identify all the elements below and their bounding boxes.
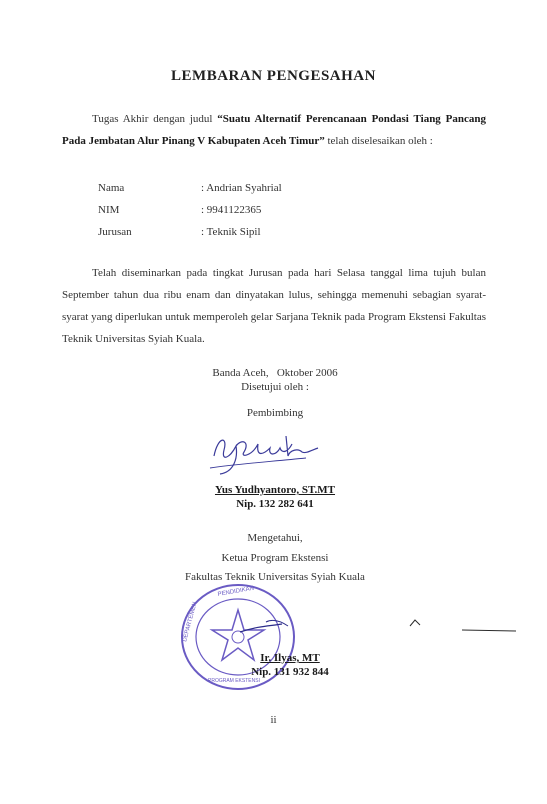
- seminar-paragraph: [62, 262, 486, 350]
- student-info: [98, 182, 282, 248]
- value-nim: : 9941122365: [201, 204, 262, 216]
- signature-tick: [408, 618, 422, 628]
- supervisor-name: Yus Yudhyantoro, ST.MT: [214, 484, 336, 496]
- head-faculty: Fakultas Teknik Universitas Syiah Kuala: [185, 571, 365, 583]
- supervisor-signature: [206, 428, 326, 478]
- supervisor-nip: Nip. 132 282 641: [236, 498, 314, 510]
- approved-by: Disetujui oleh :: [241, 381, 309, 393]
- place-date-block: [160, 366, 390, 394]
- student-name-row: [98, 182, 282, 204]
- student-major-row: [98, 226, 282, 248]
- intro-paragraph: [62, 108, 486, 152]
- label-major: Jurusan: [98, 226, 132, 238]
- student-nim-row: [98, 204, 282, 226]
- svg-text:PENDIDIKAN: PENDIDIKAN: [217, 585, 255, 598]
- signature-stroke: [460, 625, 520, 635]
- label-name: Nama: [98, 182, 125, 194]
- page-number: ii: [270, 714, 277, 726]
- place-date: Banda Aceh, Oktober 2006: [212, 367, 338, 379]
- value-major: : Teknik Sipil: [201, 226, 261, 238]
- thesis-title: “Suatu Alternatif Perencanaan Pondasi Tiang Pancang Pada Jembatan Alur Pinang V Kabupaten Aceh Timur”: [62, 113, 486, 147]
- supervisor-role: Pembimbing: [246, 407, 304, 419]
- head-name: Ir. Ilyas, MT: [260, 652, 320, 664]
- intro-before: Tugas Akhir dengan judul: [92, 113, 218, 125]
- acknowledged-label: Mengetahui,: [247, 532, 303, 544]
- svg-text:DEPARTEMEN: DEPARTEMEN: [182, 601, 199, 643]
- intro-after: telah diselesaikan oleh :: [324, 135, 433, 147]
- seminar-text: Telah diseminarkan pada tingkat Jurusan pada hari Selasa tanggal lima tujuh bulan September tahun dua ribu enam dan dinyatakan lulus, sehingga memenuhi sebagian syarat-syarat yang diperlukan untuk memperoleh gelar Sarjana Teknik pada Program Ekstensi Fakultas Teknik Universitas Syiah Kuala.: [62, 267, 486, 345]
- label-nim: NIM: [98, 204, 120, 216]
- value-name: : Andrian Syahrial: [201, 182, 282, 194]
- head-nip: Nip. 131 932 844: [251, 666, 329, 678]
- svg-text:PROGRAM EKSTENSI: PROGRAM EKSTENSI: [208, 678, 260, 684]
- head-role: Ketua Program Ekstensi: [221, 552, 329, 564]
- page-title: LEMBARAN PENGESAHAN: [171, 68, 376, 84]
